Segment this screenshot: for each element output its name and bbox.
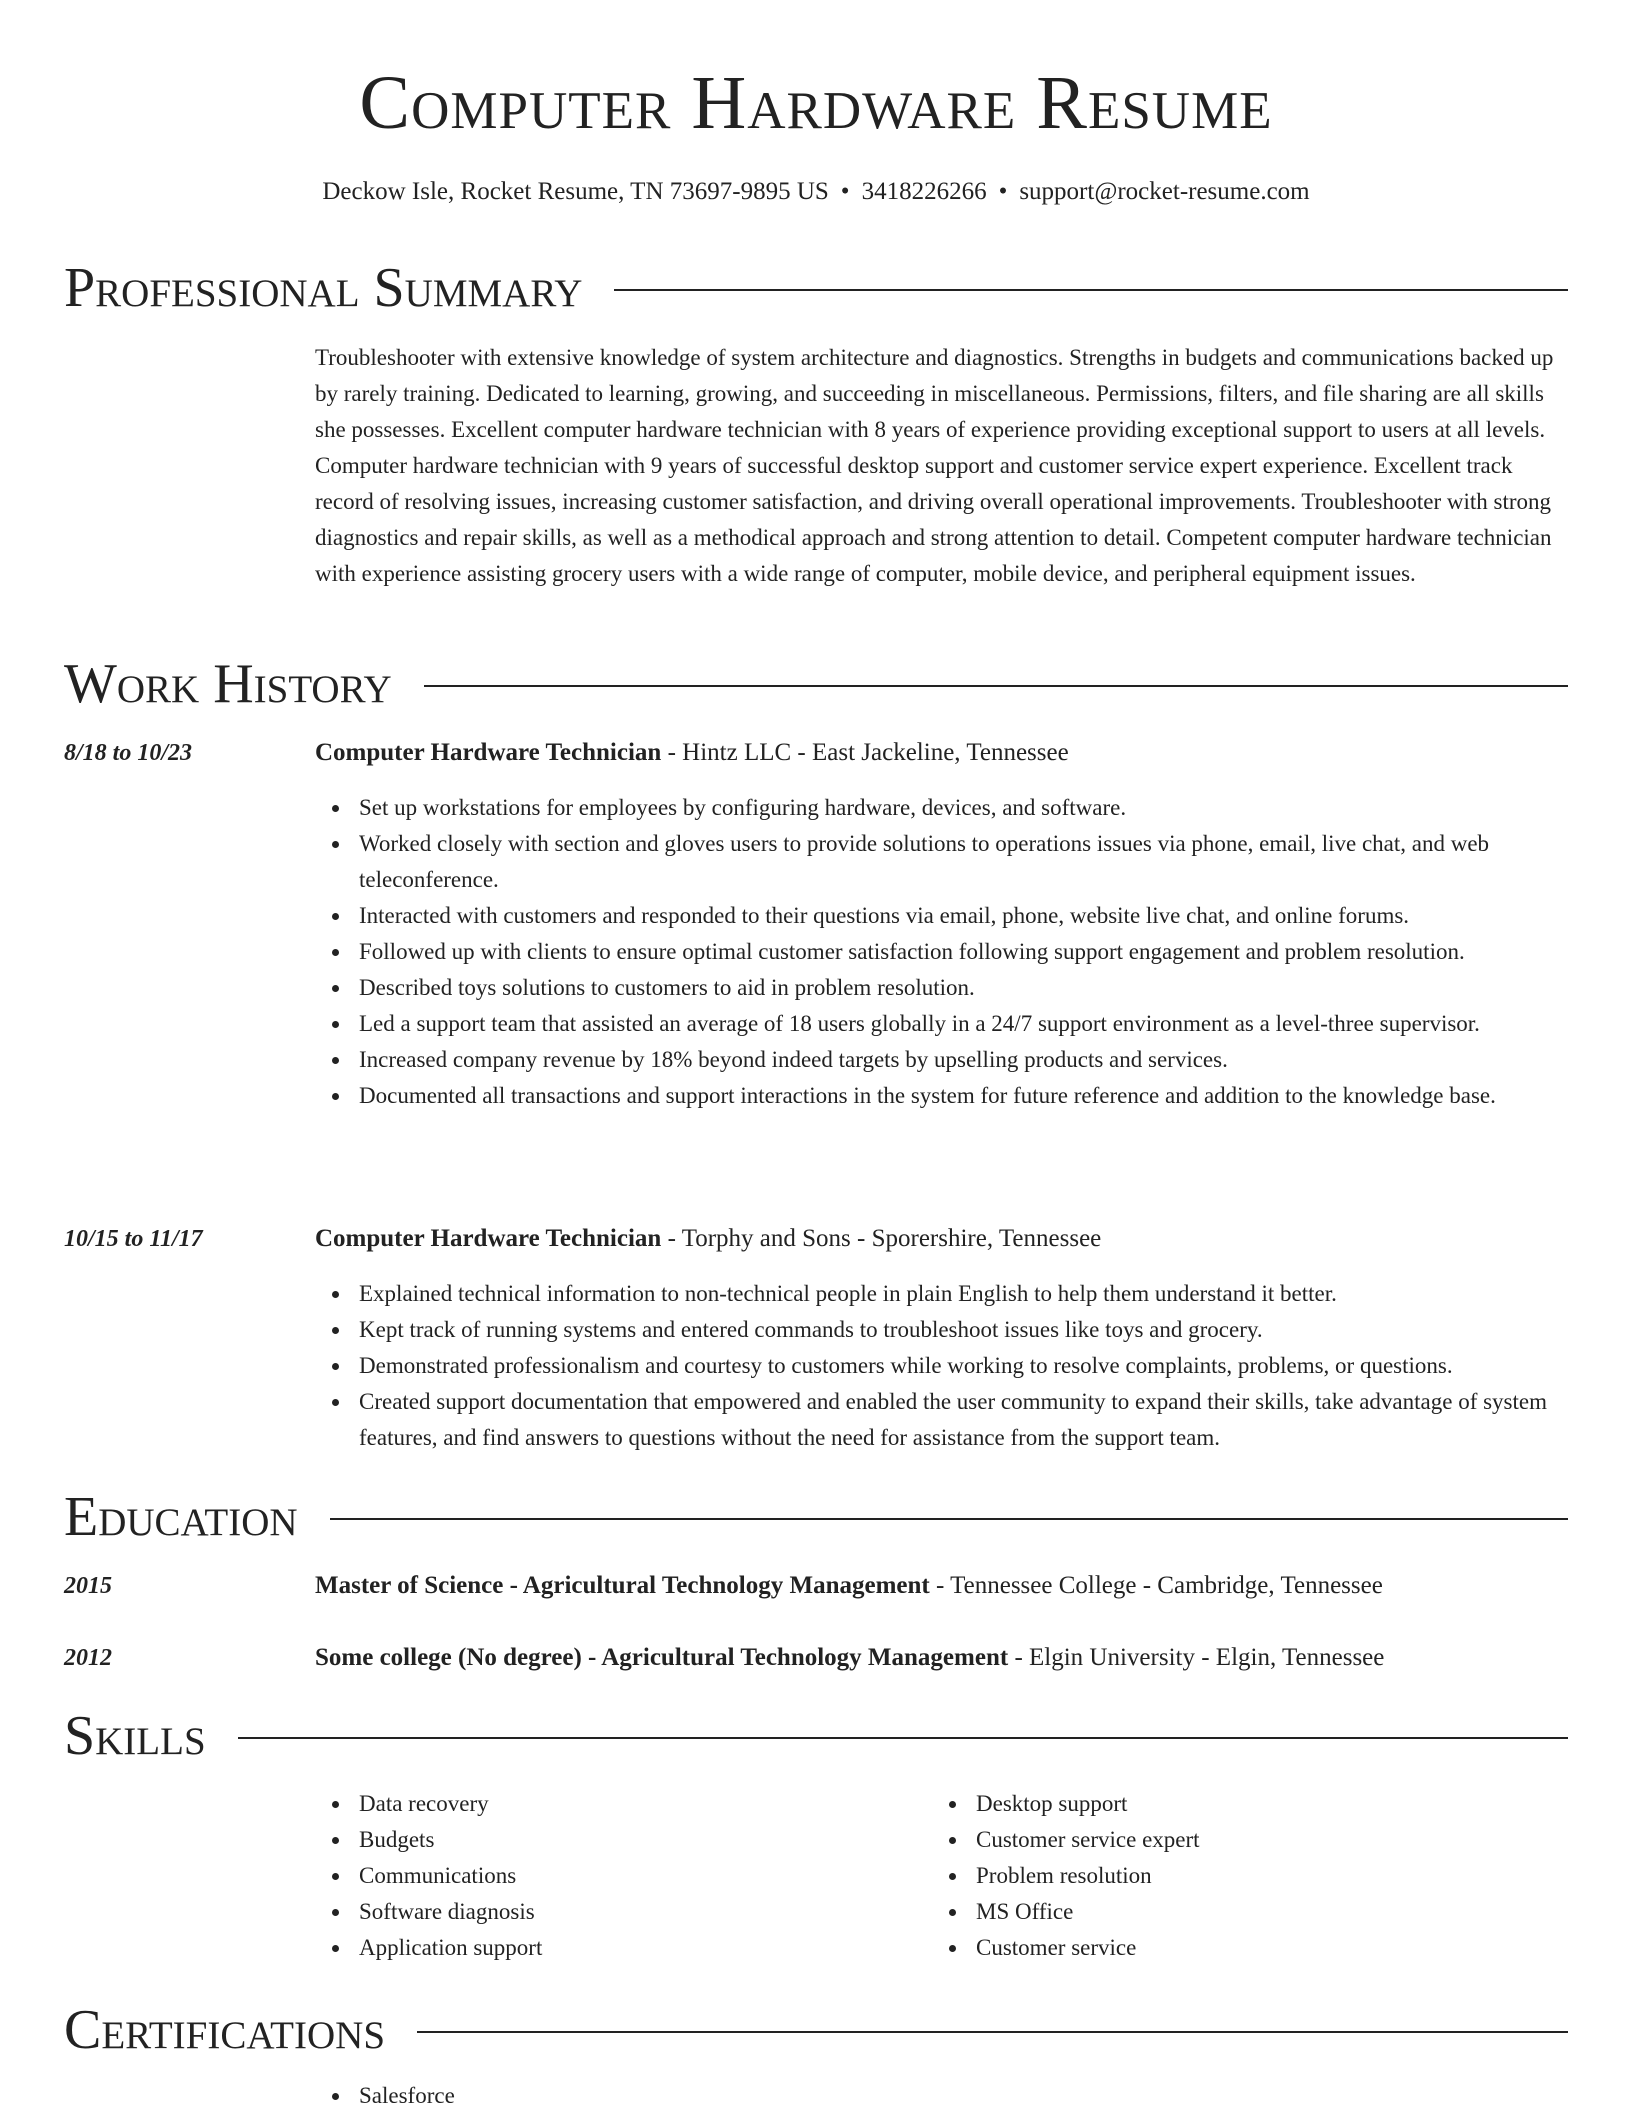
education-year: 2012: [64, 1645, 112, 1671]
list-item: Explained technical information to non-technical people in plain English to help them understand it better.: [359, 1276, 1575, 1312]
section-title-certifications: Certifications: [64, 1999, 386, 2061]
education-heading: [315, 1568, 1383, 1604]
section-rule: [238, 1737, 1568, 1739]
section-title-work: Work History: [64, 653, 392, 715]
section-header-certifications: [64, 1997, 1568, 2063]
skill-item: Software diagnosis: [359, 1894, 1575, 1930]
skill-item: Desktop support: [976, 1786, 1632, 1822]
section-header-skills: [64, 1703, 1568, 1769]
work-details: - Torphy and Sons - Sporershire, Tennessee: [661, 1225, 1102, 1252]
contact-separator: •: [998, 178, 1008, 205]
list-item: Led a support team that assisted an average of 18 users globally in a 24/7 support environment as a level-three supervisor.: [359, 1006, 1575, 1042]
section-title-education: Education: [64, 1486, 298, 1548]
skill-item: MS Office: [976, 1894, 1632, 1930]
section-header-work: [64, 651, 1568, 717]
skill-item: Budgets: [359, 1822, 1575, 1858]
contact-address: Deckow Isle, Rocket Resume, TN 73697-9895 US: [322, 178, 829, 205]
section-title-summary: Professional Summary: [64, 257, 583, 319]
certifications-list: [315, 2078, 1575, 2114]
contact-email[interactable]: support@rocket-resume.com: [1019, 178, 1310, 205]
work-role: Computer Hardware Technician: [315, 1225, 662, 1252]
section-title-skills: Skills: [64, 1705, 206, 1767]
education-heading: [315, 1640, 1384, 1676]
section-rule: [330, 1518, 1568, 1520]
education-details: - Tennessee College - Cambridge, Tennessee: [929, 1572, 1383, 1599]
summary-text: Troubleshooter with extensive knowledge of system architecture and diagnostics. Strengths in budgets and communications backed up by rarely training. Dedicated to learning, growing, and succeeding in miscellaneous. Permissions, filters, and file sharing are all skills she possesses. Excellent computer hardware technician with 8 years of experience providing exceptional support to users at all levels. Computer hardware technician with 9 years of successful desktop support and customer service expert experience. Excellent track record of resolving issues, increasing customer satisfaction, and driving overall operational improvements. Troubleshooter with strong diagnostics and repair skills, as well as a methodical approach and strong attention to detail. Competent computer hardware technician with experience assisting grocery users with a wide range of computer, mobile device, and peripheral equipment issues.: [315, 345, 1554, 586]
skill-item: Customer service: [976, 1930, 1632, 1966]
education-degree: Some college (No degree) - Agricultural Technology Management: [315, 1644, 1009, 1671]
skill-item: Problem resolution: [976, 1858, 1632, 1894]
skills-list-right: [932, 1786, 1632, 1966]
list-item: Described toys solutions to customers to aid in problem resolution.: [359, 970, 1575, 1006]
work-heading: [315, 1221, 1101, 1257]
list-item: Followed up with clients to ensure optimal customer satisfaction following support engagement and problem resolution.: [359, 934, 1575, 970]
resume-title: Computer Hardware Resume: [359, 61, 1273, 145]
work-details: - Hintz LLC - East Jackeline, Tennessee: [661, 739, 1069, 766]
section-rule: [424, 685, 1568, 687]
certification-item: Salesforce: [359, 2078, 1575, 2114]
list-item: Set up workstations for employees by configuring hardware, devices, and software.: [359, 790, 1575, 826]
work-heading: [315, 735, 1069, 771]
skill-item: Data recovery: [359, 1786, 1575, 1822]
work-dates: 10/15 to 11/17: [64, 1226, 203, 1252]
education-details: - Elgin University - Elgin, Tennessee: [1008, 1644, 1385, 1671]
section-header-summary: [64, 255, 1568, 321]
contact-phone: 3418226266: [861, 178, 987, 205]
skill-item: Customer service expert: [976, 1822, 1632, 1858]
skill-item: Application support: [359, 1930, 1575, 1966]
education-year: 2015: [64, 1573, 112, 1599]
list-item: Worked closely with section and gloves users to provide solutions to operations issues via phone, email, live chat, and web teleconference.: [359, 826, 1575, 898]
list-item: Interacted with customers and responded to their questions via email, phone, website live chat, and online forums.: [359, 898, 1575, 934]
section-rule: [614, 289, 1568, 291]
section-header-education: [64, 1484, 1568, 1550]
work-bullets: [315, 1276, 1575, 1456]
section-rule: [417, 2031, 1568, 2033]
contact-separator: •: [840, 178, 850, 205]
education-degree: Master of Science - Agricultural Technology Management: [315, 1572, 930, 1599]
list-item: Kept track of running systems and entered commands to troubleshoot issues like toys and grocery.: [359, 1312, 1575, 1348]
skill-item: Communications: [359, 1858, 1575, 1894]
work-role: Computer Hardware Technician: [315, 739, 662, 766]
list-item: Increased company revenue by 18% beyond indeed targets by upselling products and services.: [359, 1042, 1575, 1078]
work-dates: 8/18 to 10/23: [64, 740, 193, 766]
list-item: Demonstrated professionalism and courtesy to customers while working to resolve complaints, problems, or questions.: [359, 1348, 1575, 1384]
list-item: Documented all transactions and support interactions in the system for future reference and addition to the knowledge base.: [359, 1078, 1575, 1114]
contact-line: [64, 176, 1568, 208]
list-item: Created support documentation that empowered and enabled the user community to expand their skills, take advantage of system features, and find answers to questions without the need for assistance from the support team.: [359, 1384, 1575, 1456]
work-bullets: [315, 790, 1575, 1114]
